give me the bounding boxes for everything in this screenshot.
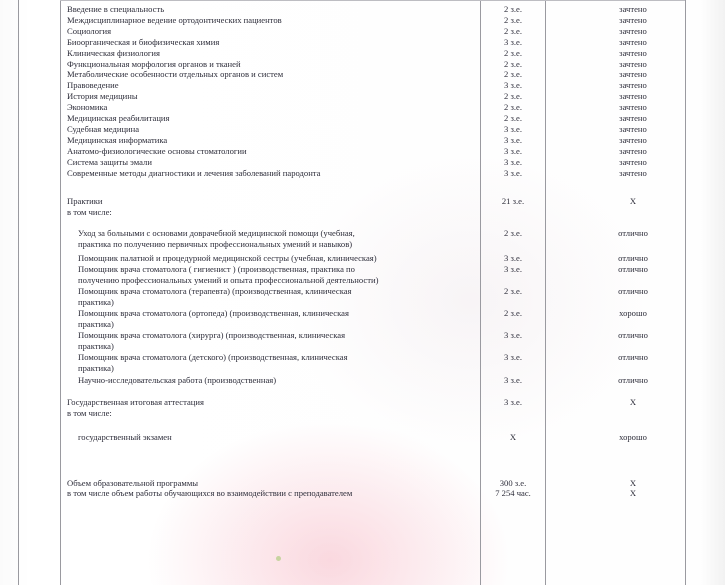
- practice-line: [0, 286, 725, 297]
- practice-grade: отлично: [618, 286, 648, 296]
- discipline-row: [0, 26, 725, 37]
- practice-line: [0, 253, 725, 264]
- practice-name: Помощник палатной и процедурной медицинской сестры (учебная, клиническая): [78, 253, 377, 263]
- discipline-grade: зачтено: [619, 91, 647, 102]
- discipline-hours: 2 з.е.: [504, 58, 522, 69]
- discipline-name: Метаболические особенности отдельных органов и систем: [67, 69, 284, 80]
- practice-name: Уход за больными с основами доврачебной медицинской помощи (учебная,: [78, 228, 355, 238]
- practice-name-cont: практика по получению первичных профессиональных умений и навыков): [78, 238, 353, 249]
- discipline-row: [0, 48, 725, 59]
- discipline-name: Междисциплинарное ведение ортодонтических пациентов: [67, 14, 282, 25]
- discipline-grade: зачтено: [619, 123, 647, 134]
- discipline-grade: зачтено: [619, 4, 647, 14]
- discipline-hours: 3 з.е.: [504, 80, 522, 91]
- practice-hours: 3 з.е.: [504, 352, 522, 362]
- practice-name-cont: практика): [78, 318, 114, 329]
- discipline-grade: зачтено: [619, 25, 647, 36]
- practice-hours: 2 з.е.: [504, 228, 522, 238]
- practice-line: [0, 330, 725, 341]
- practice-line: [0, 275, 725, 286]
- discipline-grade: зачтено: [619, 80, 647, 91]
- discipline-row: [0, 135, 725, 146]
- discipline-grade: зачтено: [619, 58, 647, 69]
- practice-line: [0, 352, 725, 363]
- discipline-grade: зачтено: [619, 167, 647, 178]
- discipline-grade: зачтено: [619, 14, 647, 25]
- top-row-line: [60, 0, 685, 1]
- practice-name: Помощник врача стоматолога (ортопеда) (производственная, клиническая: [78, 308, 349, 318]
- attestation-hours: 3 з.е.: [504, 397, 522, 407]
- discipline-name: Социология: [67, 25, 112, 36]
- practice-grade: отлично: [618, 352, 648, 362]
- discipline-name: Медицинская реабилитация: [67, 113, 170, 123]
- practice-grade: хорошо: [619, 308, 647, 318]
- practices-hours: 21 з.е.: [501, 196, 525, 206]
- attestation-grade: Х: [629, 397, 637, 407]
- discipline-row: [0, 168, 725, 179]
- discipline-grade: зачтено: [619, 134, 647, 145]
- practices-subtitle: в том числе:: [67, 207, 112, 217]
- practice-hours: 3 з.е.: [504, 253, 522, 263]
- discipline-hours: 2 з.е.: [504, 14, 522, 25]
- discipline-name: Введение в специальность: [67, 4, 165, 14]
- practice-line: [0, 297, 725, 308]
- practice-name: Помощник врача стоматолога ( гигиенист ) (производственная, практика по: [78, 264, 355, 274]
- exam-row: [0, 432, 725, 443]
- discipline-row: [0, 37, 725, 48]
- practice-name: Помощник врача стоматолога (хирурга) (производственная, клиническая: [78, 330, 346, 340]
- practices-title: Практики: [67, 196, 103, 206]
- discipline-row: [0, 102, 725, 113]
- discipline-row: [0, 113, 725, 124]
- practice-grade: отлично: [618, 228, 648, 238]
- volume-grade-2: Х: [629, 488, 637, 498]
- practice-line: [0, 375, 725, 386]
- practices-grade: Х: [629, 196, 637, 206]
- discipline-name: Анатомо-физиологические основы стоматологии: [67, 145, 247, 156]
- practice-hours: 2 з.е.: [504, 286, 522, 296]
- practice-name-cont: практика): [78, 362, 114, 373]
- volume-total: 300 з.е.: [499, 478, 527, 488]
- discipline-name: Медицинская информатика: [67, 134, 168, 145]
- practice-hours: 3 з.е.: [504, 264, 522, 274]
- discipline-name: Клиническая физиология: [67, 47, 160, 58]
- discipline-hours: 2 з.е.: [504, 4, 522, 14]
- volume-grade-1: Х: [629, 478, 637, 488]
- discipline-grade: зачтено: [619, 156, 647, 167]
- practice-name-cont: получению профессиональных умений и опыта профессиональной деятельности): [78, 274, 379, 285]
- practice-grade: отлично: [618, 330, 648, 340]
- discipline-name: Судебная медицина: [67, 123, 140, 134]
- practices-subtitle-row: [0, 207, 725, 218]
- discipline-hours: 2 з.е.: [504, 69, 522, 80]
- discipline-row: [0, 69, 725, 80]
- discipline-name: Функциональная морфология органов и тканей: [67, 58, 241, 69]
- volume-contact: 7 254 час.: [495, 488, 531, 498]
- discipline-name: Биоорганическая и биофизическая химия: [67, 36, 220, 47]
- practice-line: [0, 341, 725, 352]
- discipline-grade: зачтено: [619, 145, 647, 156]
- discipline-row: [0, 124, 725, 135]
- discipline-hours: 3 з.е.: [504, 36, 522, 47]
- practice-grade: отлично: [618, 253, 648, 263]
- practice-line: [0, 264, 725, 275]
- discipline-hours: 2 з.е.: [504, 47, 522, 58]
- discipline-grade: зачтено: [619, 113, 647, 123]
- discipline-row: [0, 80, 725, 91]
- discipline-row: [0, 4, 725, 15]
- ink-dot: [276, 556, 281, 561]
- exam-grade: хорошо: [619, 432, 647, 442]
- discipline-row: [0, 59, 725, 70]
- discipline-grade: зачтено: [619, 69, 647, 80]
- discipline-row: [0, 15, 725, 26]
- practice-name: Помощник врача стоматолога (детского) (производственная, клиническая: [78, 352, 348, 362]
- practice-hours: 3 з.е.: [504, 330, 522, 340]
- practice-line: [0, 308, 725, 319]
- discipline-name: Система защиты эмали: [67, 156, 152, 167]
- discipline-hours: 3 з.е.: [504, 145, 522, 156]
- practices-header-row: [0, 196, 725, 207]
- practice-line: [0, 228, 725, 239]
- discipline-hours: 3 з.е.: [504, 156, 522, 167]
- exam-hours: Х: [509, 432, 517, 442]
- practice-line: [0, 319, 725, 330]
- attestation-subtitle: в том числе:: [67, 408, 112, 418]
- discipline-hours: 3 з.е.: [504, 134, 522, 145]
- discipline-row: [0, 91, 725, 102]
- discipline-grade: зачтено: [619, 102, 647, 113]
- practice-name: Научно-исследовательская работа (производственная): [78, 375, 277, 385]
- practice-hours: 2 з.е.: [504, 308, 522, 318]
- discipline-grade: зачтено: [619, 47, 647, 58]
- volume-row-2: [0, 488, 725, 499]
- discipline-name: История медицины: [67, 91, 138, 102]
- practice-grade: отлично: [618, 264, 648, 274]
- discipline-hours: 2 з.е.: [504, 25, 522, 36]
- exam-name: государственный экзамен: [78, 432, 172, 442]
- volume-label-1: Объем образовательной программы: [67, 478, 199, 488]
- discipline-name: Правоведение: [67, 80, 119, 91]
- attestation-header-row: [0, 397, 725, 408]
- discipline-hours: 2 з.е.: [504, 91, 522, 102]
- discipline-hours: 3 з.е.: [504, 167, 522, 178]
- attestation-subtitle-row: [0, 408, 725, 419]
- discipline-name: Экономика: [67, 102, 108, 113]
- practice-name-cont: практика): [78, 296, 114, 307]
- discipline-grade: зачтено: [619, 36, 647, 47]
- practice-name: Помощник врача стоматолога (терапевта) (производственная, клиническая: [78, 286, 352, 296]
- discipline-name: Современные методы диагностики и лечения заболеваний пародонта: [67, 167, 321, 178]
- attestation-title: Государственная итоговая аттестация: [67, 397, 204, 407]
- discipline-hours: 2 з.е.: [504, 102, 522, 113]
- practice-grade: отлично: [618, 375, 648, 385]
- discipline-row: [0, 157, 725, 168]
- practice-hours: 3 з.е.: [504, 375, 522, 385]
- discipline-hours: 3 з.е.: [504, 123, 522, 134]
- practice-line: [0, 363, 725, 374]
- discipline-row: [0, 146, 725, 157]
- discipline-hours: 2 з.е.: [504, 113, 522, 123]
- practice-line: [0, 239, 725, 250]
- volume-label-2: в том числе объем работы обучающихся во взаимодействии с преподавателем: [67, 488, 353, 498]
- practice-name-cont: практика): [78, 340, 114, 351]
